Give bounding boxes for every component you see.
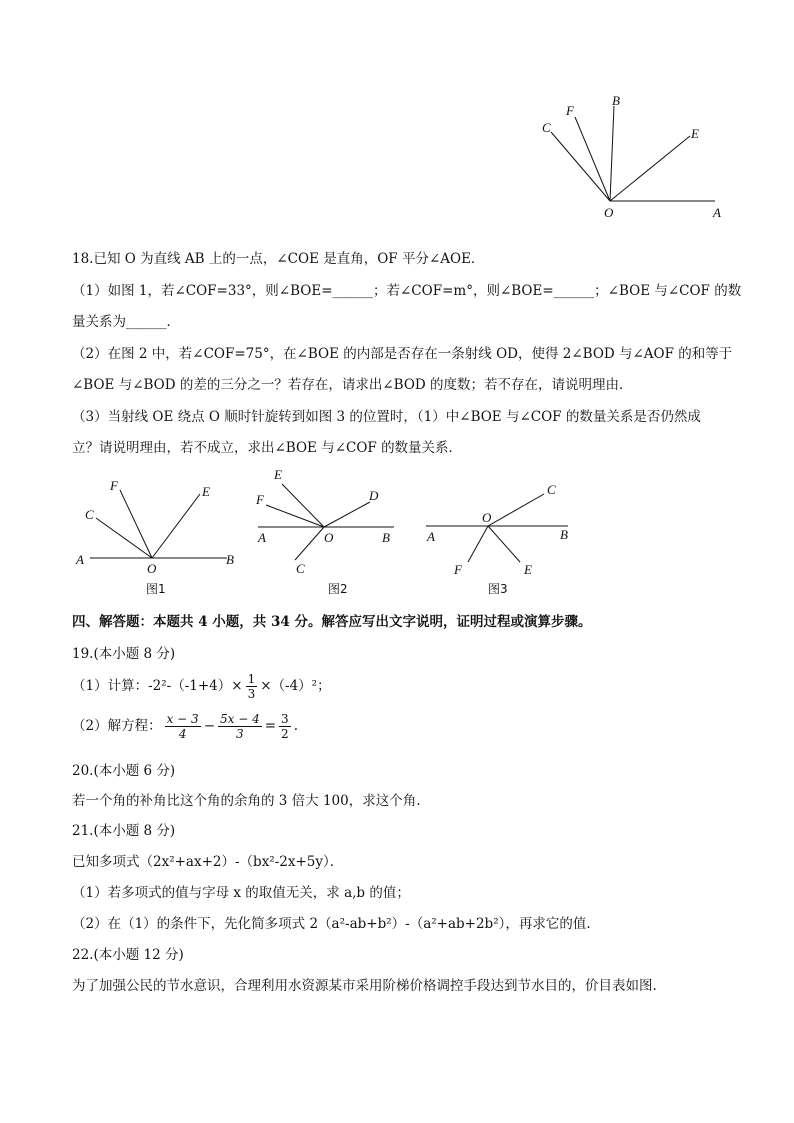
q18-stem: 18.已知 O 为直线 AB 上的一点，∠COE 是直角，OF 平分∠AOE． bbox=[72, 251, 485, 267]
q21-part1: （1）若多项式的值与字母 x 的取值无关，求 a,b 的值； bbox=[72, 885, 410, 901]
q19-minus: − bbox=[203, 718, 215, 734]
q19-fraction-3 bbox=[279, 712, 291, 741]
label-E: E bbox=[691, 126, 699, 141]
fig3-label-C: C bbox=[547, 482, 556, 497]
fig3-caption: 图3 bbox=[488, 582, 508, 596]
fig2-label-D: D bbox=[369, 488, 379, 503]
q19-f3-den: 2 bbox=[281, 727, 289, 741]
q19-part2 bbox=[72, 712, 298, 741]
q19-header: 19.(本小题 8 分) bbox=[72, 646, 176, 662]
fig1-label-A: A bbox=[76, 552, 84, 567]
fig3-label-O: O bbox=[482, 510, 492, 525]
q19-equals: = bbox=[264, 718, 277, 734]
label-O: O bbox=[604, 205, 614, 220]
fig3-label-B: B bbox=[560, 527, 568, 542]
q19-part1-suffix: ×（-4）²； bbox=[260, 678, 331, 694]
fig2-caption: 图2 bbox=[328, 582, 348, 596]
fig2-label-B: B bbox=[382, 530, 390, 545]
fig2-label-F: F bbox=[256, 492, 264, 507]
figure-3 bbox=[426, 494, 568, 562]
section4-heading: 四、解答题：本题共 4 小题，共 34 分。解答应写出文字说明，证明过程或演算步骤。 bbox=[72, 614, 592, 630]
q22-header: 22.(本小题 12 分) bbox=[72, 947, 184, 963]
fig2-label-C: C bbox=[296, 561, 305, 576]
q19-part1-frac-num: 1 bbox=[247, 672, 256, 686]
q22-body: 为了加强公民的节水意识，合理利用水资源某市采用阶梯价格调控手段达到节水目的，价目表如图. bbox=[72, 978, 657, 994]
fig2-label-O: O bbox=[324, 530, 334, 545]
q18-part2-line1: （2）在图 2 中，若∠COF=75°，在∠BOE 的内部是否存在一条射线 OD，使得 2∠BOD 与∠AOF 的和等于 bbox=[72, 346, 733, 362]
fig1-caption: 图1 bbox=[146, 582, 166, 596]
q19-fraction-2 bbox=[218, 712, 262, 741]
q19-f3-num: 3 bbox=[281, 712, 289, 726]
q19-f2-num: 5x − 4 bbox=[220, 712, 260, 726]
fig1-label-C: C bbox=[85, 507, 94, 522]
q19-part1-prefix: （1）计算：-2²-（-1+4）× bbox=[72, 678, 243, 694]
top-angle-figure bbox=[530, 90, 730, 230]
q18-part3-line2: 立？请说明理由，若不成立，求出∠BOE 与∠COF 的数量关系． bbox=[72, 440, 463, 456]
figures-row bbox=[60, 462, 600, 607]
q19-part1-frac-den: 3 bbox=[247, 687, 256, 701]
fig1-label-F: F bbox=[110, 478, 118, 493]
label-F: F bbox=[566, 103, 574, 118]
fig1-label-O: O bbox=[147, 561, 157, 576]
q19-fraction-1 bbox=[165, 712, 201, 741]
q19-period: . bbox=[293, 718, 298, 734]
q19-part1-fraction bbox=[246, 672, 258, 701]
q21-stem: 已知多项式（2x²+ax+2）-（bx²-2x+5y）． bbox=[72, 854, 344, 870]
q19-part2-prefix: （2）解方程： bbox=[72, 718, 162, 734]
q19-f2-den: 3 bbox=[236, 727, 244, 741]
fig3-label-F: F bbox=[454, 562, 462, 577]
q19-f1-den: 4 bbox=[178, 727, 187, 741]
q21-part2: （2）在（1）的条件下，先化简多项式 2（a²-ab+b²）-（a²+ab+2b²），再求它的值. bbox=[72, 916, 591, 932]
fig3-label-A: A bbox=[427, 529, 435, 544]
q19-part1 bbox=[72, 672, 331, 701]
q21-header: 21.(本小题 8 分) bbox=[72, 823, 176, 839]
figure-1 bbox=[90, 490, 227, 558]
q18-part3-line1: （3）当射线 OE 绕点 O 顺时针旋转到如图 3 的位置时，（1）中∠BOE 与∠COF 的数量关系是否仍然成 bbox=[72, 409, 701, 425]
q20-body: 若一个角的补角比这个角的余角的 3 倍大 100，求这个角. bbox=[72, 793, 421, 809]
label-A: A bbox=[713, 205, 721, 220]
q20-header: 20.(本小题 6 分) bbox=[72, 763, 176, 779]
fig2-label-E: E bbox=[274, 467, 282, 482]
fig1-label-B: B bbox=[226, 552, 234, 567]
label-C: C bbox=[542, 120, 551, 135]
q19-f1-num: x − 3 bbox=[166, 712, 199, 726]
fig3-label-E: E bbox=[524, 562, 532, 577]
fig1-label-E: E bbox=[202, 484, 210, 499]
q18-part1-line1: （1）如图 1，若∠COF=33°，则∠BOE=______；若∠COF=m°，则∠BOE=______；∠BOE 与∠COF 的数 bbox=[72, 283, 742, 299]
q18-part1-line2: 量关系为______． bbox=[72, 314, 180, 330]
q18-part2-line2: ∠BOE 与∠BOD 的差的三分之一？若存在，请求出∠BOD 的度数；若不存在，请说明理由． bbox=[72, 377, 633, 393]
fig2-label-A: A bbox=[258, 530, 266, 545]
label-B: B bbox=[612, 93, 620, 108]
